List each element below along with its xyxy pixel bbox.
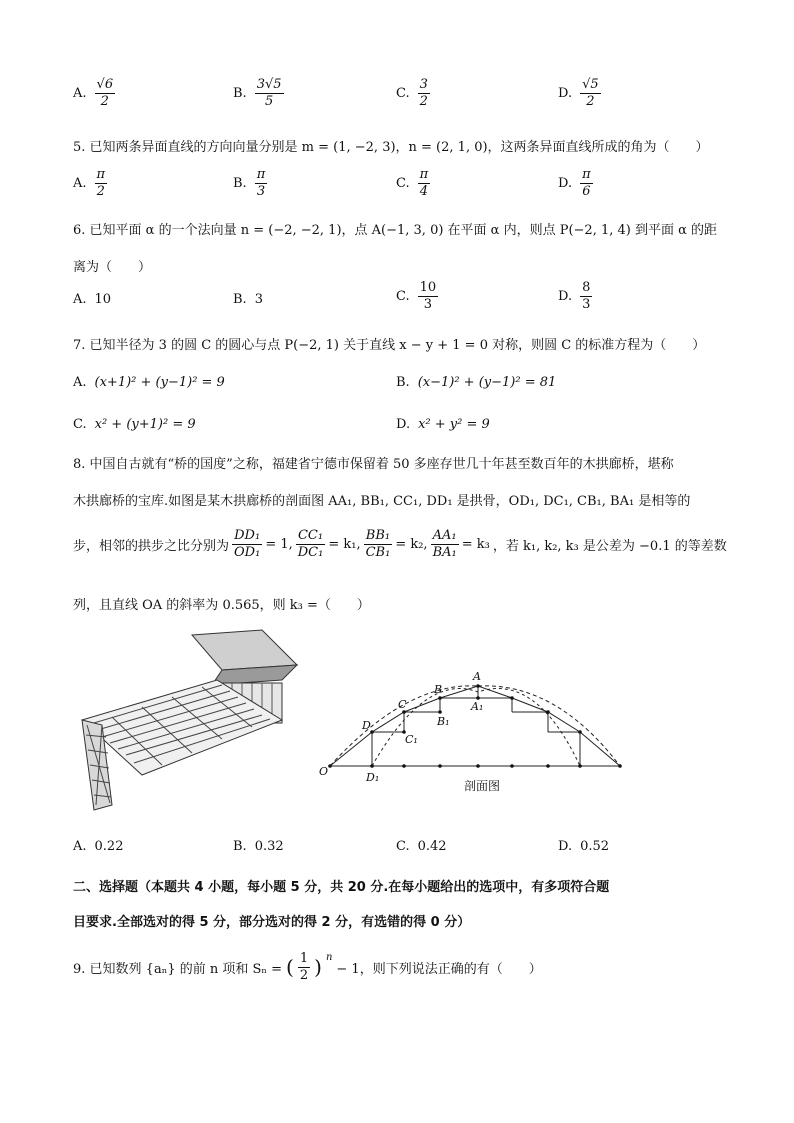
bridge-illustration: [72, 625, 310, 825]
q8-option-d: D. 0.52: [558, 839, 610, 854]
q8-text-line4: 列，且直线 OA 的斜率为 0.565，则 k₃ =（ ）: [73, 598, 370, 613]
q4-option-b: B. $\frac{3√5}{5}$: [233, 77, 282, 109]
q6-option-c: C. $\frac{10}{3}$: [396, 280, 437, 312]
q5-option-d: D. $\frac{\pi}{6}$: [558, 167, 591, 199]
label-b: B: [434, 683, 443, 696]
q6-option-d: D. $\frac{8}{3}$: [558, 280, 591, 312]
q8-option-c: C. 0.42: [396, 839, 447, 854]
label-d: D: [362, 719, 371, 732]
q6-text-line2: 离为（ ）: [73, 260, 152, 275]
q8-option-b: B. 0.32: [233, 839, 284, 854]
cross-section-figure: [316, 662, 628, 798]
q7-text: 7. 已知半径为 3 的圆 C 的圆心与点 P(−2, 1) 关于直线 x − y + 1 = 0 对称，则圆 C 的标准方程为（ ）: [73, 338, 706, 353]
q9-text: 9. 已知数列 {aₙ} 的前 n 项和 Sₙ = ( $\frac{1}{2}$ ) $^n$ − 1，则下列说法正确的有（ ）: [73, 951, 542, 983]
q6-option-b: B. 3: [233, 292, 263, 307]
q8-option-a: A. 0.22: [73, 839, 124, 854]
q8-text-line1: 8. 中国自古就有“桥的国度”之称，福建省宁德市保留着 50 多座存世几十年甚至数百年的木拱廊桥，堪称: [73, 457, 674, 472]
q5-option-a: A. $\frac{\pi}{2}$: [73, 167, 106, 199]
q7-option-d: D. x² + y² = 9: [396, 417, 490, 432]
label-b1: B₁: [437, 715, 450, 728]
q6-text-line1: 6. 已知平面 α 的一个法向量 n = (−2, −2, 1)，点 A(−1, 3, 0) 在平面 α 内，则点 P(−2, 1, 4) 到平面 α 的距: [73, 223, 718, 238]
label-c1: C₁: [405, 733, 418, 746]
label-d1: D₁: [366, 771, 380, 784]
q4-option-d: D. $\frac{√5}{2}$: [558, 77, 599, 109]
q8-text-line3: 步，相邻的拱步之比分别为 $\frac{\text{DD₁}}{\text{OD₁}}$ = 1, $\frac{\text{CC₁}}{\text{DC₁}}$ = k₁, $\frac{\text{BB₁}}{\text{CB₁}}$ = k₂, $\frac{\text{AA₁}}{\text{BA₁}}$ = k₃ ，若 k₁, k₂, k₃ 是公差为 −0.1 的等差数: [73, 528, 727, 560]
q6-option-a: A. 10: [73, 292, 112, 307]
q7-option-a: A. (x+1)² + (y−1)² = 9: [73, 375, 225, 390]
q7-option-c: C. x² + (y+1)² = 9: [73, 417, 196, 432]
figure-caption: 剖面图: [464, 779, 501, 793]
q5-option-c: C. $\frac{\pi}{4}$: [396, 167, 429, 199]
q4-option-c: C. $\frac{3}{2}$: [396, 77, 428, 109]
q5-text: 5. 已知两条异面直线的方向向量分别是 m = (1, −2, 3)，n = (2, 1, 0)，这两条异面直线所成的角为（ ）: [73, 140, 709, 155]
q7-option-b: B. (x−1)² + (y−1)² = 81: [396, 375, 557, 390]
label-o: O: [319, 765, 329, 778]
label-a: A: [473, 670, 481, 683]
label-a1: A₁: [471, 700, 484, 713]
section-heading-line2: 目要求.全部选对的得 5 分，部分选对的得 2 分，有选错的得 0 分）: [73, 915, 471, 930]
q4-option-a: A. $\frac{√6}{2}$: [73, 77, 114, 109]
label-c: C: [398, 698, 407, 711]
section-heading-line1: 二、选择题（本题共 4 小题，每小题 5 分，共 20 分.在每小题给出的选项中，有多项符合题: [73, 880, 610, 895]
q5-option-b: B. $\frac{\pi}{3}$: [233, 167, 266, 199]
q8-text-line2: 木拱廊桥的宝库.如图是某木拱廊桥的剖面图 AA₁, BB₁, CC₁, DD₁ 是拱骨，OD₁, DC₁, CB₁, BA₁ 是相等的: [73, 494, 691, 509]
